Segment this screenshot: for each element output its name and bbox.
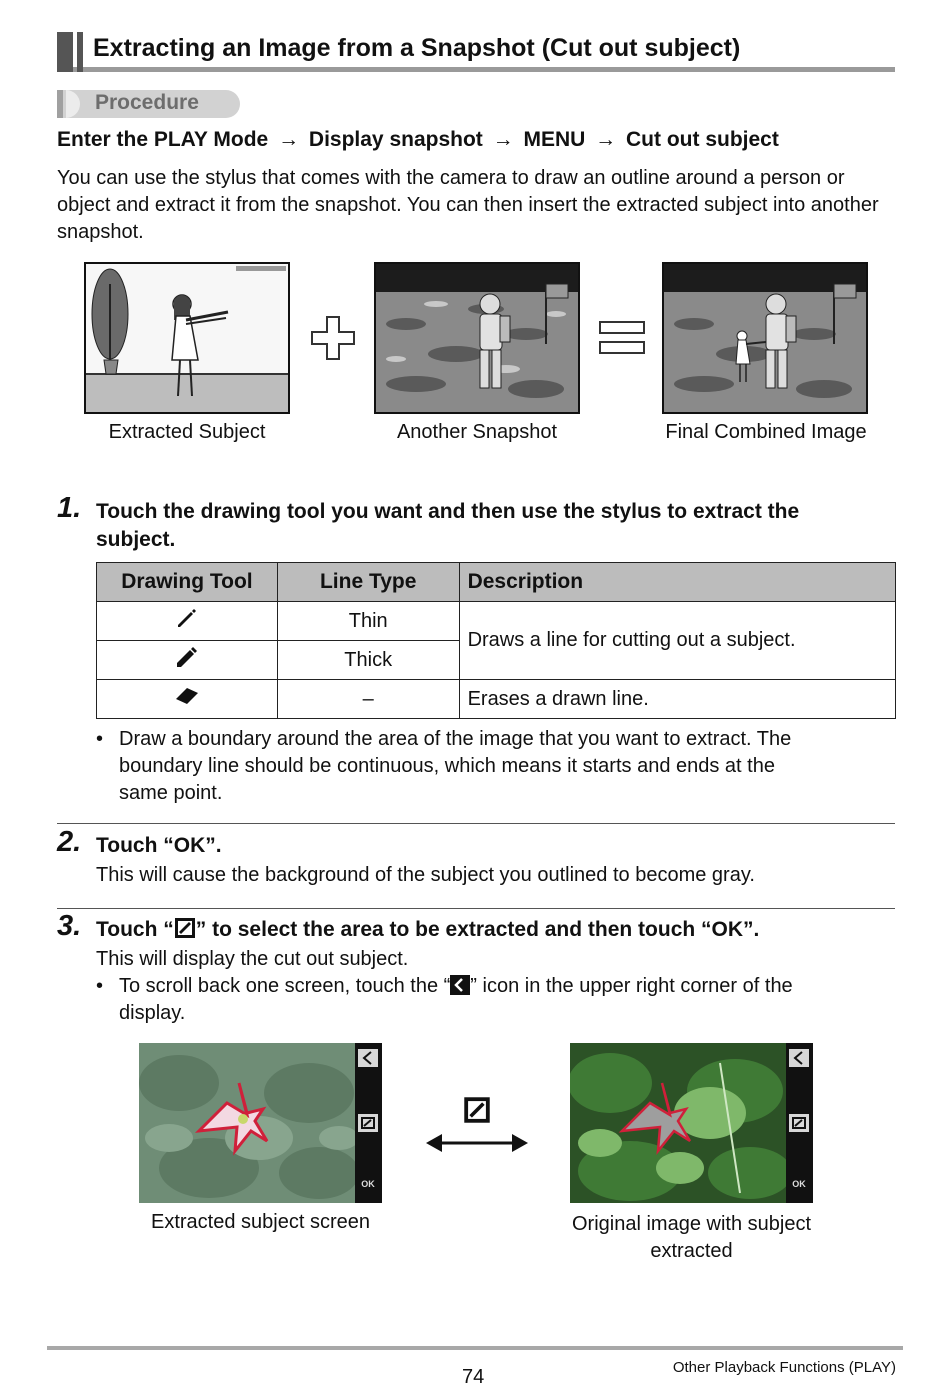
thick-pen-icon [175, 645, 199, 669]
column-header: Description [459, 563, 895, 602]
extract-area-icon [463, 1096, 491, 1129]
section-divider [57, 908, 895, 909]
path-step-1: Enter the PLAY Mode [57, 128, 269, 151]
thin-pen-icon [175, 606, 199, 630]
double-arrow-icon [424, 1131, 530, 1160]
back-arrow-icon [450, 975, 470, 995]
equals-icon [598, 320, 646, 361]
original-image-caption: Original image with subject extracted [572, 1213, 811, 1262]
title-marker-stripe [77, 32, 83, 72]
line-type-cell: – [277, 680, 459, 719]
step-3-heading: Touch “ ” to select the area to be extracted and then touch “OK”. [96, 918, 760, 941]
step-1-note: • Draw a boundary around the area of the image that you want to extract. The boundary line should be continuous, which means it starts and ends at the same point. [96, 728, 792, 804]
path-step-4: Cut out subject [626, 128, 779, 151]
arrow-right-icon: → [278, 128, 300, 151]
page-number: 74 [462, 1366, 485, 1385]
drawing-tools-table [96, 562, 896, 719]
line-type-cell: Thin [277, 602, 459, 641]
step-2-number: 2. [57, 826, 82, 858]
ok-button[interactable]: OK [361, 1179, 375, 1189]
path-step-3: MENU [523, 128, 586, 151]
step-3-body: This will display the cut out subject. [96, 948, 409, 970]
final-combined-caption: Final Combined Image [665, 421, 867, 443]
eraser-icon [174, 684, 200, 708]
another-snapshot-image [374, 262, 580, 414]
table-row [97, 680, 896, 719]
extracted-subject-image [84, 262, 290, 414]
intro-paragraph: You can use the stylus that comes with the camera to draw an outline around a person or object and extract it from the snapshot. You can then insert the extracted subject into another snapshot. [57, 167, 879, 243]
step-2-heading: Touch “OK”. [96, 834, 222, 857]
title-marker-block [57, 32, 73, 72]
line-type-cell: Thick [277, 641, 459, 680]
procedure-badge [57, 90, 240, 118]
section-name: Other Playback Functions (PLAY) [672, 1359, 896, 1376]
extracted-subject-caption: Extracted Subject [108, 421, 266, 443]
step-3-number: 3. [57, 910, 82, 942]
description-cell: Erases a drawn line. [459, 680, 895, 719]
description-cell: Draws a line for cutting out a subject. [459, 602, 895, 680]
step-1-number: 1. [57, 492, 82, 524]
column-header: Drawing Tool [97, 563, 278, 602]
table-row [97, 602, 896, 641]
procedure-label: Procedure [95, 91, 199, 114]
extracted-subject-screen [139, 1043, 382, 1203]
extracted-screen-caption: Extracted subject screen [151, 1211, 370, 1233]
step-1-heading: Touch the drawing tool you want and then use the stylus to extract the subject. [96, 500, 800, 551]
section-divider [57, 823, 895, 824]
step-3-note: • To scroll back one screen, touch the “ ” icon in the upper right corner of the display. [96, 975, 793, 1024]
ok-button[interactable]: OK [792, 1179, 806, 1189]
another-snapshot-caption: Another Snapshot [396, 421, 558, 443]
arrow-right-icon: → [595, 128, 617, 151]
page-title-bar [57, 32, 895, 72]
table-header-row [97, 563, 896, 602]
menu-path [57, 128, 779, 152]
extract-area-icon [174, 917, 196, 939]
arrow-right-icon: → [492, 128, 514, 151]
plus-icon [310, 315, 356, 366]
path-step-2: Display snapshot [308, 128, 483, 151]
page-title: Extracting an Image from a Snapshot (Cut out subject) [93, 34, 741, 62]
footer-divider [47, 1346, 903, 1350]
original-image-screen [570, 1043, 813, 1203]
column-header: Line Type [277, 563, 459, 602]
final-combined-image [662, 262, 868, 414]
step-2-body: This will cause the background of the subject you outlined to become gray. [96, 864, 755, 886]
